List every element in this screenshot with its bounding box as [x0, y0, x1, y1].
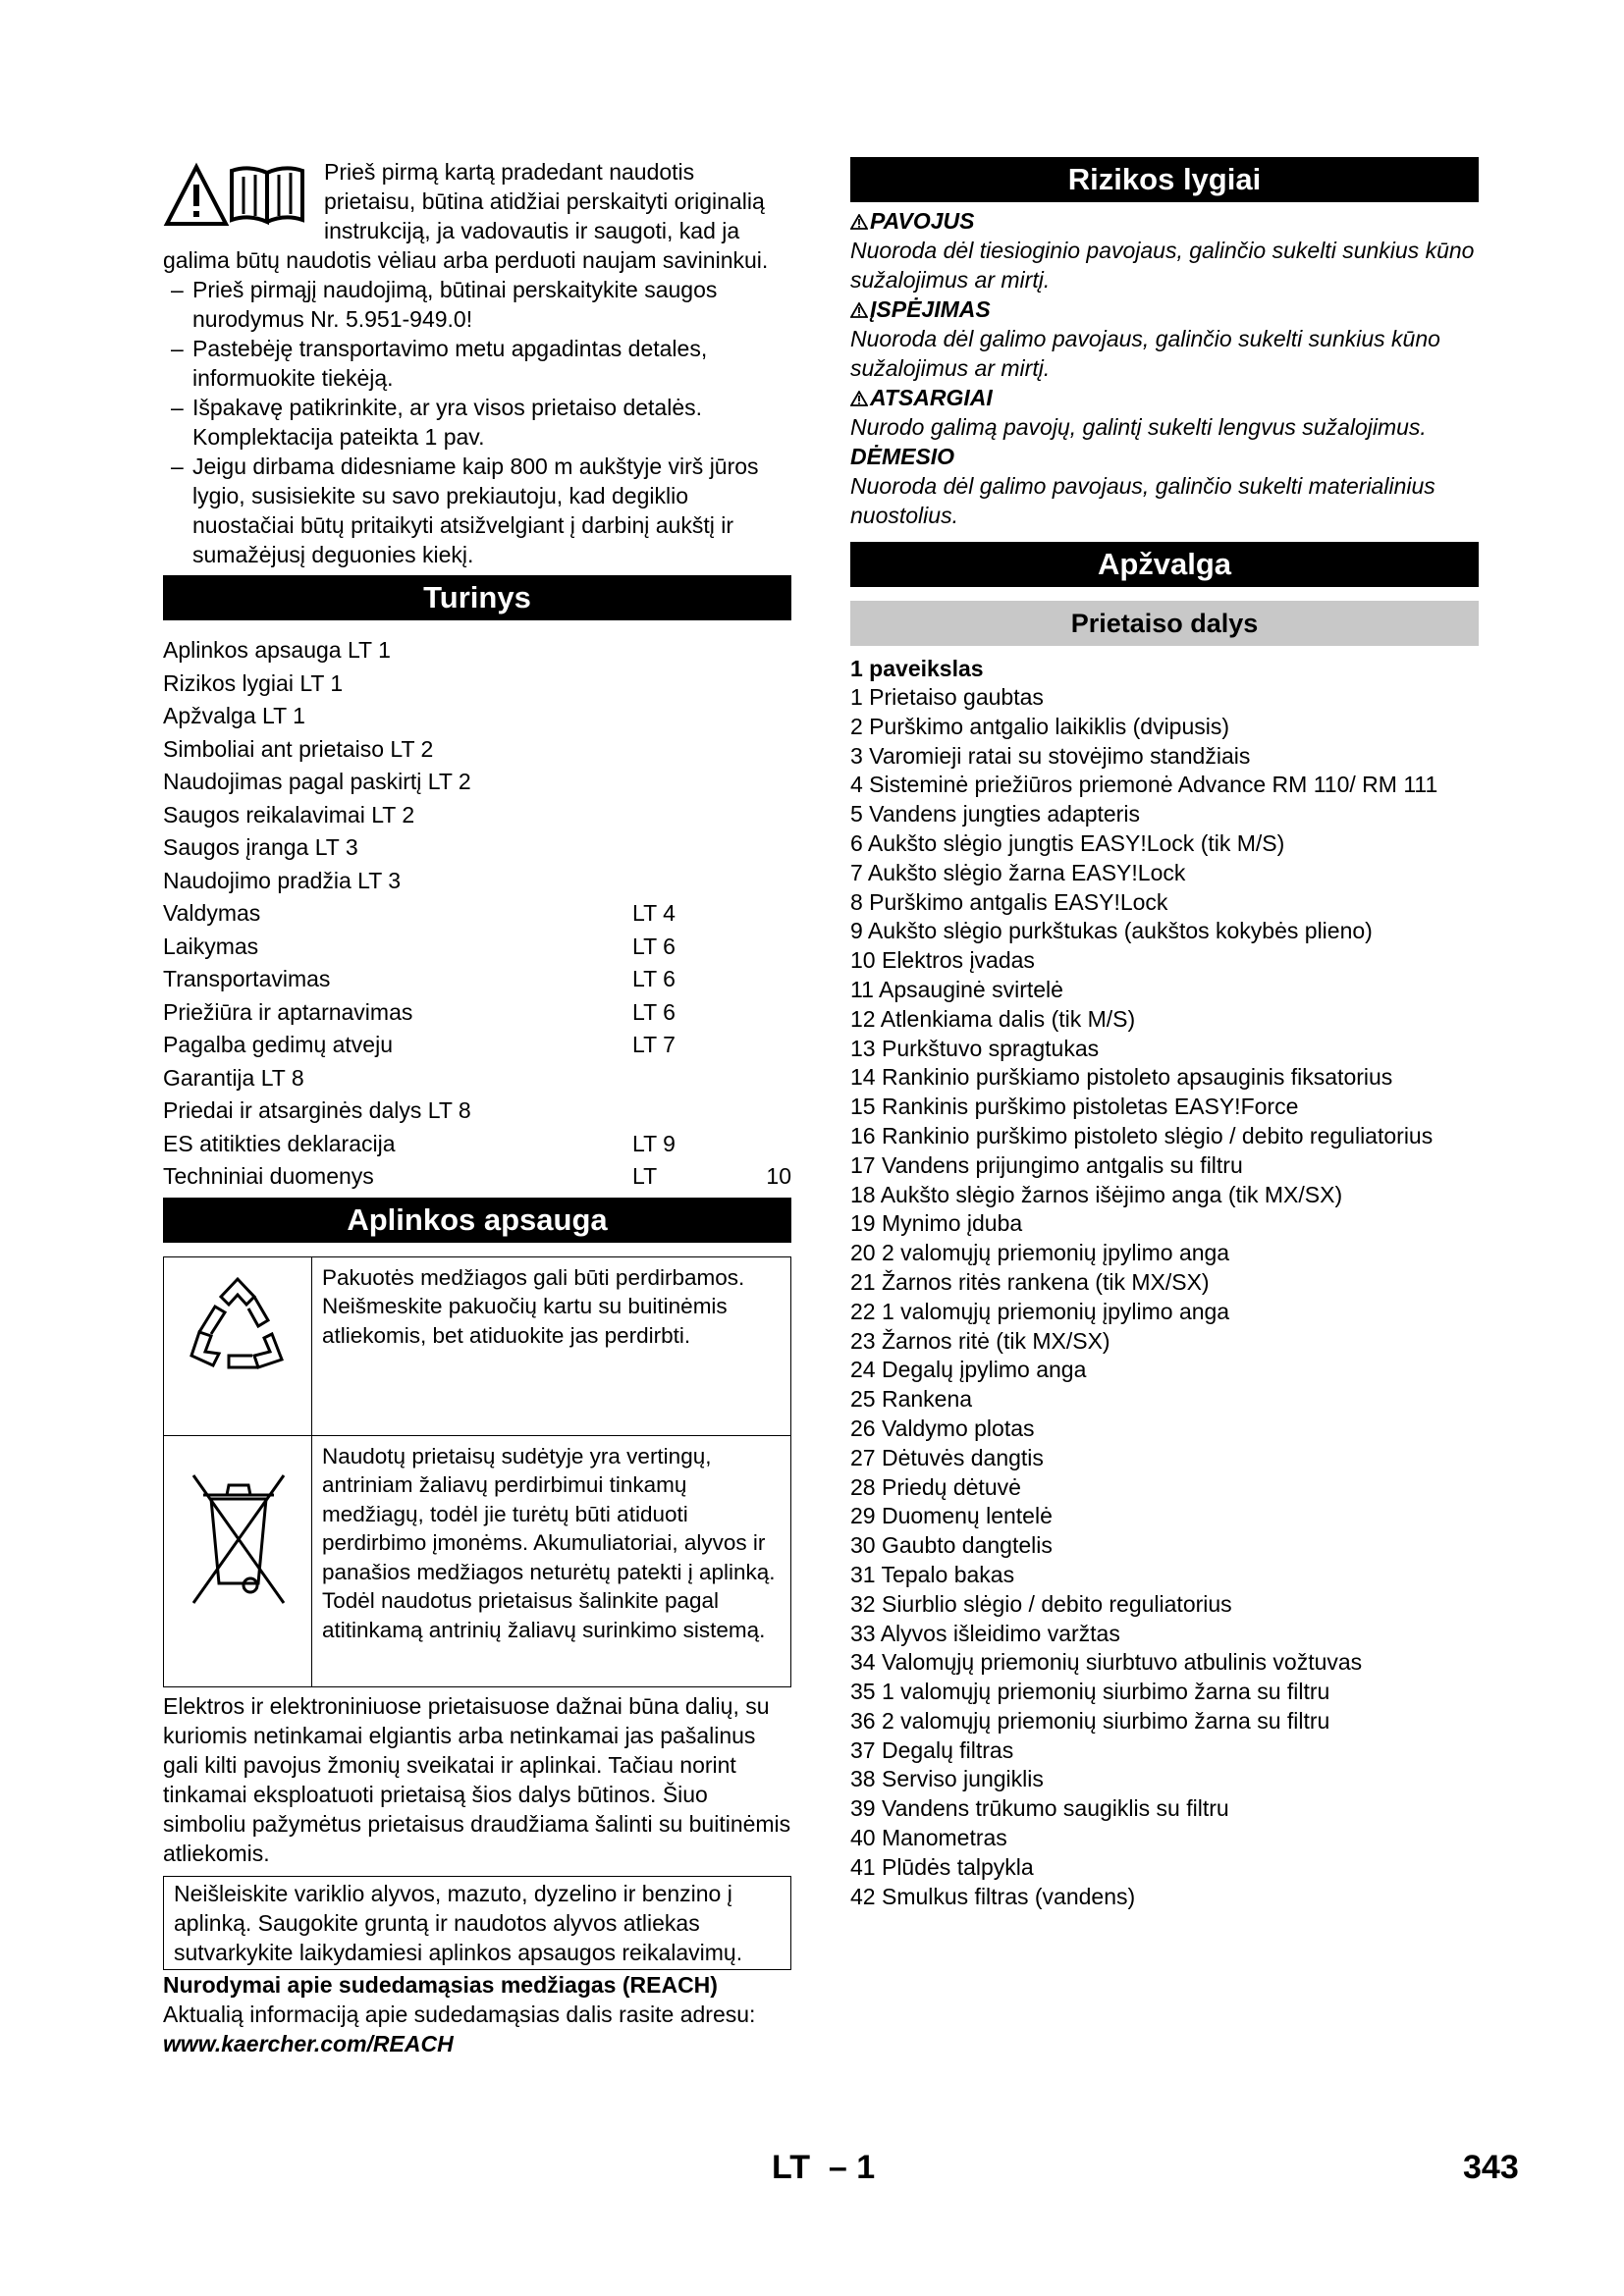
part-item: 5 Vandens jungties adapteris — [850, 801, 1140, 828]
environment-table — [163, 1256, 791, 1687]
part-item: 17 Vandens prijungimo antgalis su filtru — [850, 1151, 1243, 1178]
toc-item-page-number — [742, 634, 791, 667]
toc-item-title: Priedai ir atsarginės dalys LT 8 — [163, 1097, 471, 1123]
table-of-contents — [163, 634, 791, 1194]
parts-subheading: Prietaiso dalys — [850, 601, 1479, 646]
part-item: 36 2 valomųjų priemonių siurbimo žarna su filtru — [850, 1707, 1330, 1734]
toc-item-page: LT 9 — [632, 1130, 676, 1156]
part-item: 28 Priedų dėtuvė — [850, 1473, 1021, 1500]
toc-item[interactable] — [163, 766, 791, 799]
page-number: 343 — [1463, 2149, 1519, 2186]
toc-item-title: Apžvalga LT 1 — [163, 703, 305, 728]
toc-item-title: Pagalba gedimų atveju — [163, 1032, 393, 1057]
toc-item[interactable] — [163, 963, 791, 996]
oil-warning-box — [163, 1876, 791, 1970]
part-item: 26 Valdymo plotas — [850, 1415, 1035, 1441]
part-item: 1 Prietaiso gaubtas — [850, 684, 1044, 710]
toc-item-title: Aplinkos apsauga LT 1 — [163, 637, 391, 663]
part-item: 30 Gaubto dangtelis — [850, 1532, 1053, 1559]
toc-item-page-number — [742, 996, 791, 1030]
toc-item[interactable] — [163, 897, 791, 931]
reach-heading: Nurodymai apie sudedamąsias medžiagas (REACH) — [163, 1971, 718, 1998]
right-column — [850, 157, 1479, 1911]
part-item: 32 Siurblio slėgio / debito reguliatorius — [850, 1590, 1232, 1617]
figure-label: 1 paveikslas — [850, 656, 984, 681]
toc-item[interactable] — [163, 831, 791, 865]
warning-triangle-icon — [850, 384, 868, 400]
part-item: 7 Aukšto slėgio žarna EASY!Lock — [850, 859, 1186, 885]
intro-section — [163, 157, 791, 569]
part-item: 29 Duomenų lentelė — [850, 1503, 1053, 1529]
risk-level-text: Nuoroda dėl tiesioginio pavojaus, galinčio sukelti sunkius kūno sužalojimus ar mirtį. — [850, 238, 1475, 293]
intro-bullet: – Išpakavę patikrinkite, ar yra visos prietaiso detalės. Komplektacija pateikta 1 pav. — [171, 395, 703, 450]
part-item: 35 1 valomųjų priemonių siurbimo žarna su filtru — [850, 1679, 1330, 1705]
part-item: 31 Tepalo bakas — [850, 1561, 1015, 1587]
part-item: 33 Alyvos išleidimo varžtas — [850, 1620, 1120, 1646]
toc-item-page — [632, 1062, 742, 1095]
toc-item-page-number — [742, 733, 791, 767]
toc-item-title: Garantija LT 8 — [163, 1064, 304, 1091]
toc-item[interactable] — [163, 1062, 791, 1095]
part-item: 22 1 valomųjų priemonių įpylimo anga — [850, 1298, 1230, 1324]
toc-item[interactable] — [163, 1095, 791, 1128]
toc-item-page: LT 6 — [632, 933, 676, 959]
toc-item-title: Priežiūra ir aptarnavimas — [163, 998, 413, 1025]
toc-item[interactable] — [163, 996, 791, 1030]
left-column — [163, 157, 791, 2058]
part-item: 9 Aukšto slėgio purkštukas (aukštos kokybės plieno) — [850, 918, 1373, 944]
part-item: 8 Purškimo antgalis EASY!Lock — [850, 888, 1168, 915]
toc-item-page: LT 7 — [632, 1032, 676, 1057]
part-item: 21 Žarnos ritės rankena (tik MX/SX) — [850, 1268, 1210, 1295]
toc-item-title: Techniniai duomenys — [163, 1163, 374, 1189]
crossed-bin-icon — [164, 1436, 311, 1680]
toc-item[interactable] — [163, 1128, 791, 1161]
part-item: 41 Plūdės talpykla — [850, 1853, 1034, 1880]
part-item: 19 Mynimo įduba — [850, 1210, 1023, 1237]
toc-item[interactable] — [163, 667, 791, 701]
toc-item-title: Simboliai ant prietaiso LT 2 — [163, 735, 434, 762]
toc-item[interactable] — [163, 799, 791, 832]
toc-item-title: Naudojimo pradžia LT 3 — [163, 867, 402, 893]
warning-triangle-icon — [850, 207, 868, 223]
toc-item-page — [632, 700, 742, 733]
toc-item-page-number — [742, 1095, 791, 1128]
toc-item-page — [632, 1095, 742, 1128]
weee-icon-cell — [164, 1435, 312, 1686]
toc-item-page-number: 10 — [766, 1163, 791, 1189]
part-item: 42 Smulkus filtras (vandens) — [850, 1883, 1136, 1909]
risk-levels — [850, 206, 1479, 530]
toc-item-title: Laikymas — [163, 933, 259, 959]
toc-item-page: LT — [632, 1163, 658, 1189]
risk-level-text: Nurodo galimą pavojų, galintį sukelti lengvus sužalojimus. — [850, 414, 1427, 440]
toc-item-page: LT 6 — [632, 966, 676, 991]
packaging-text: Pakuotės medžiagos gali būti perdirbamos. Neišmeskite pakuočių kartu su buitinėmis atliekomis, bet atiduokite jas perdirbti. — [312, 1256, 791, 1435]
part-item: 10 Elektros įvadas — [850, 947, 1035, 974]
intro-icons — [163, 157, 314, 228]
recycling-icon-cell — [164, 1256, 312, 1435]
toc-item-page — [632, 766, 742, 799]
oil-text: Neišleiskite variklio alyvos, mazuto, dyzelino ir benzino į aplinką. Saugokite gruntą ir naudotos alyvos atliekas sutvarkykite laikydamiesi aplinkos apsaugos reikalavimų. — [174, 1880, 743, 1965]
part-item: 38 Serviso jungiklis — [850, 1766, 1044, 1792]
part-item: 13 Purkštuvo spragtukas — [850, 1035, 1100, 1061]
toc-item-page-number — [742, 963, 791, 996]
environment-heading: Aplinkos apsauga — [163, 1198, 791, 1243]
electronics-text: Elektros ir elektroniniuose prietaisuose dažnai būna dalių, su kuriomis netinkamai elgiantis arba netinkamai jas pašalinus gali kilti pavojus žmonių sveikatai ir aplinkai. Tačiau norint tinkamai eksploatuoti prietaisą šios dalys būtinos. Šiuo simboliu pažymėtus prietaisus draudžiama šalinti su buitinėmis atliekomis. — [163, 1692, 791, 1866]
toc-item-title: Saugos reikalavimai LT 2 — [163, 801, 415, 828]
part-item: 18 Aukšto slėgio žarnos išėjimo anga (tik MX/SX) — [850, 1181, 1343, 1207]
toc-item[interactable] — [163, 1160, 791, 1194]
part-item: 34 Valomųjų priemonių siurbtuvo atbulinis vožtuvas — [850, 1649, 1363, 1676]
part-item: 16 Rankinio purškimo pistoleto slėgio / debito reguliatorius — [850, 1122, 1434, 1148]
risk-level-text: Nuoroda dėl galimo pavojaus, galinčio sukelti sunkius kūno sužalojimus ar mirtį. — [850, 326, 1440, 381]
toc-item-page-number — [742, 1128, 791, 1161]
toc-item-page — [632, 831, 742, 865]
intro-paragraph: Prieš pirmą kartą pradedant naudotis prietaisu, būtina atidžiai perskaityti originalią instrukciją, ja vadovautis ir saugoti, kad ja galima būtų naudotis vėliau arba perduoti naujam savininkui. — [163, 159, 769, 273]
part-item: 11 Apsauginė svirtelė — [850, 976, 1063, 1002]
toc-item-page-number — [742, 766, 791, 799]
warning-triangle-icon — [850, 295, 868, 311]
toc-item-page — [632, 865, 742, 898]
intro-bullet: – Jeigu dirbama didesniame kaip 800 m aukštyje virš jūros lygio, susisiekite su savo prekiautoju, kad degiklio nuostačiai būtų pritaikyti atsižvelgiant į darbinį aukštį ir sumažėjusį deguonies kiekį. — [171, 454, 759, 567]
part-item: 15 Rankinis purškimo pistoletas EASY!Force — [850, 1094, 1299, 1120]
part-item: 4 Sisteminė priežiūros priemonė Advance RM 110/ RM 111 — [850, 772, 1438, 798]
toc-item[interactable] — [163, 1029, 791, 1062]
toc-item-title: Saugos įranga LT 3 — [163, 834, 358, 860]
parts-list — [850, 683, 1479, 1911]
toc-item-page — [632, 733, 742, 767]
toc-item-page-number — [742, 865, 791, 898]
toc-item-page-number — [742, 831, 791, 865]
reach-url[interactable]: www.kaercher.com/REACH — [163, 2030, 454, 2056]
toc-item-page-number — [742, 667, 791, 701]
part-item: 39 Vandens trūkumo saugiklis su filtru — [850, 1795, 1229, 1822]
toc-item[interactable] — [163, 700, 791, 733]
risk-level-label: ĮSPĖJIMAS — [850, 294, 1479, 324]
toc-item-page-number — [742, 931, 791, 964]
toc-item-page: LT 6 — [632, 998, 676, 1025]
part-item: 24 Degalų įpylimo anga — [850, 1357, 1087, 1383]
part-item: 12 Atlenkiama dalis (tik M/S) — [850, 1005, 1136, 1032]
toc-item-title: Naudojimas pagal paskirtį LT 2 — [163, 769, 471, 794]
intro-bullet: – Prieš pirmąjį naudojimą, būtinai perskaitykite saugos nurodymus Nr. 5.951-949.0! — [171, 277, 718, 332]
intro-bullet: – Pastebėję transportavimo metu apgadintas detales, informuokite tiekėją. — [171, 336, 708, 391]
toc-item-page-number — [742, 799, 791, 832]
toc-item[interactable] — [163, 634, 791, 667]
toc-item[interactable] — [163, 733, 791, 767]
reach-text: Aktualią informaciją apie sudedamąsias dalis rasite adresu: — [163, 2001, 756, 2027]
part-item: 37 Degalų filtras — [850, 1736, 1014, 1763]
toc-item-page-number — [742, 897, 791, 931]
footer-section: LT – 1 — [772, 2149, 876, 2186]
toc-item-page: LT 4 — [632, 900, 676, 926]
toc-item-title: Transportavimas — [163, 966, 331, 991]
part-item: 27 Dėtuvės dangtis — [850, 1444, 1044, 1470]
part-item: 14 Rankinio purškiamo pistoleto apsauginis fiksatorius — [850, 1064, 1393, 1091]
part-item: 20 2 valomųjų priemonių įpylimo anga — [850, 1240, 1230, 1266]
risk-heading: Rizikos lygiai — [850, 157, 1479, 202]
overview-heading: Apžvalga — [850, 542, 1479, 587]
part-item: 40 Manometras — [850, 1825, 1007, 1851]
risk-level-label: DĖMESIO — [850, 444, 955, 469]
risk-level-label: ATSARGIAI — [850, 383, 1479, 412]
risk-level-text: Nuoroda dėl galimo pavojaus, galinčio sukelti materialinius nuostolius. — [850, 473, 1435, 528]
device-disposal-text: Naudotų prietaisų sudėtyje yra vertingų, antriniam žaliavų perdirbimui tinkamų medžiagų, todėl jie turėtų būti atiduoti perdirbimo įmonėms. Akumuliatoriai, alyvos ir panašios medžiagos neturėtų patekti į aplinką. Todėl naudotus prietaisus šalinkite pagal atitinkamą antrinių žaliavų surinkimo sistemą. — [312, 1435, 791, 1686]
page-footer — [0, 2149, 1624, 2192]
risk-level-label: PAVOJUS — [850, 206, 1479, 236]
part-item: 25 Rankena — [850, 1386, 973, 1413]
part-item: 3 Varomieji ratai su stovėjimo standžiais — [850, 742, 1251, 769]
toc-item[interactable] — [163, 865, 791, 898]
toc-heading: Turinys — [163, 575, 791, 620]
toc-item-page — [632, 799, 742, 832]
part-item: 23 Žarnos ritė (tik MX/SX) — [850, 1327, 1110, 1354]
toc-item-page — [632, 634, 742, 667]
toc-item-page-number — [742, 700, 791, 733]
warning-manual-icon — [163, 157, 314, 228]
toc-item-title: Valdymas — [163, 900, 261, 926]
toc-item[interactable] — [163, 931, 791, 964]
toc-item-title: ES atitikties deklaracija — [163, 1130, 396, 1156]
toc-item-page — [632, 667, 742, 701]
recycling-icon — [164, 1257, 311, 1428]
toc-item-page-number — [742, 1062, 791, 1095]
toc-item-title: Rizikos lygiai LT 1 — [163, 669, 344, 696]
part-item: 2 Purškimo antgalio laikiklis (dvipusis) — [850, 713, 1230, 739]
toc-item-page-number — [742, 1029, 791, 1062]
part-item: 6 Aukšto slėgio jungtis EASY!Lock (tik M/S) — [850, 829, 1285, 856]
